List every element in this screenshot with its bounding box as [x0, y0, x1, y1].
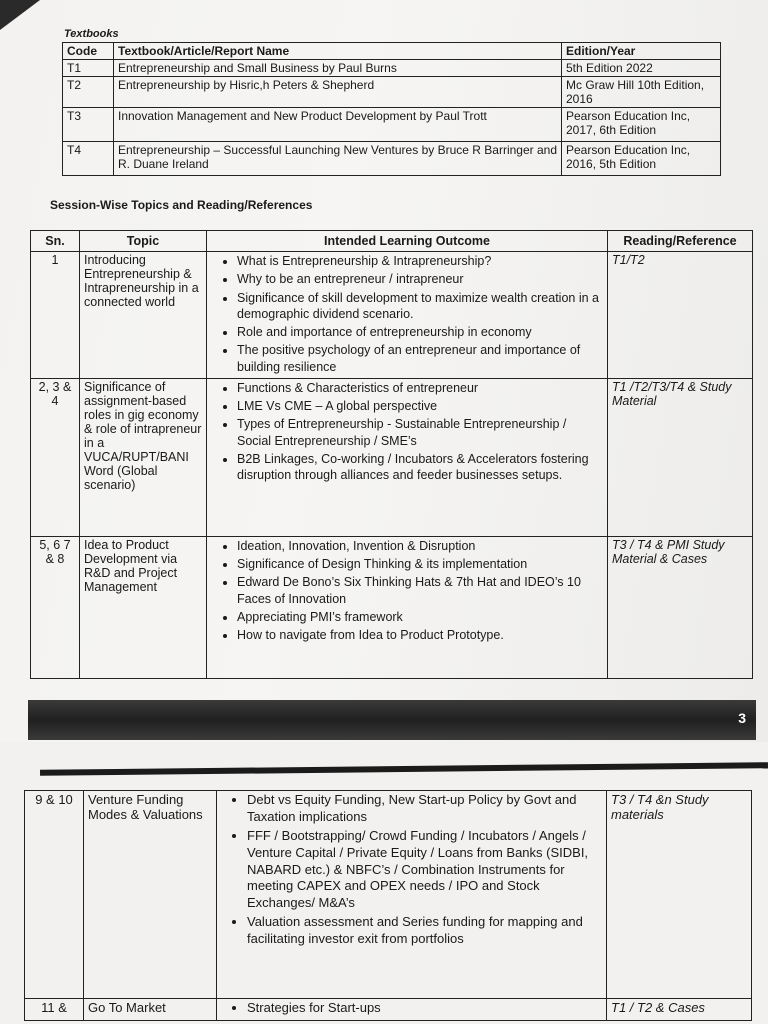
- list-item: • LME Vs CME – A global perspective: [237, 398, 603, 414]
- sn-cell: 9 & 10: [25, 791, 84, 999]
- outcome-list: [211, 253, 603, 375]
- table-row: [63, 142, 721, 176]
- ref-cell: T1 / T2 & Cases: [607, 999, 752, 1021]
- list-item: • Why to be an entrepreneur / intrapreneur: [237, 271, 603, 287]
- edition-cell: Pearson Education Inc, 2017, 6th Edition: [562, 108, 721, 142]
- page-top-rule: [40, 762, 768, 776]
- list-item: • Appreciating PMI’s framework: [237, 609, 603, 625]
- ref-cell: T1 /T2/T3/T4 & Study Material: [608, 378, 753, 536]
- topic-cell: Go To Market: [84, 999, 217, 1021]
- col-outcome-header: Intended Learning Outcome: [207, 231, 608, 252]
- ref-cell: T3 / T4 & PMI Study Material & Cases: [608, 536, 753, 678]
- page-number: 3: [738, 710, 746, 726]
- table-row: [25, 791, 752, 999]
- topic-cell: Venture Funding Modes & Valuations: [84, 791, 217, 999]
- list-item: • Ideation, Innovation, Invention & Disruption: [237, 538, 603, 554]
- edition-cell: 5th Edition 2022: [562, 60, 721, 77]
- list-item: • Functions & Characteristics of entrepreneur: [237, 380, 603, 396]
- code-cell: T3: [63, 108, 114, 142]
- edition-cell: Mc Graw Hill 10th Edition, 2016: [562, 77, 721, 108]
- list-item: • B2B Linkages, Co-working / Incubators & Accelerators fostering disruption through alliances and feeder businesses setups.: [237, 451, 603, 484]
- list-item: • Edward De Bono’s Six Thinking Hats & 7th Hat and IDEO’s 10 Faces of Innovation: [237, 574, 603, 607]
- code-cell: T2: [63, 77, 114, 108]
- outcome-list: [211, 538, 603, 644]
- list-item: • Debt vs Equity Funding, New Start-up Policy by Govt and Taxation implications: [247, 792, 602, 826]
- name-cell: Entrepreneurship – Successful Launching New Ventures by Bruce R Barringer and R. Duane Ireland: [114, 142, 562, 176]
- page-footer-bar: [28, 700, 756, 740]
- list-item: • Role and importance of entrepreneurship in economy: [237, 324, 603, 340]
- topic-cell: Introducing Entrepreneurship & Intrapreneurship in a connected world: [80, 252, 207, 379]
- sn-cell: 2, 3 & 4: [31, 378, 80, 536]
- name-cell: Innovation Management and New Product Development by Paul Trott: [114, 108, 562, 142]
- table-row: [31, 252, 753, 379]
- outcome-list: [211, 380, 603, 484]
- col-sn-header: Sn.: [31, 231, 80, 252]
- ref-cell: T1/T2: [608, 252, 753, 379]
- topic-cell: Significance of assignment-based roles in gig economy & role of intrapreneur in a VUCA/RUPT/BANI Word (Global scenario): [80, 378, 207, 536]
- page-corner-shadow: [0, 0, 40, 30]
- sn-cell: 5, 6 7 & 8: [31, 536, 80, 678]
- list-item: • Types of Entrepreneurship - Sustainable Entrepreneurship / Social Entrepreneurship / SME’s: [237, 416, 603, 449]
- textbooks-header-row: [63, 43, 721, 60]
- list-item: • What is Entrepreneurship & Intrapreneurship?: [237, 253, 603, 269]
- session-table: [30, 230, 753, 679]
- table-row: [31, 536, 753, 678]
- col-topic-header: Topic: [80, 231, 207, 252]
- list-item: • Strategies for Start-ups: [247, 1000, 602, 1017]
- outcome-list: [221, 1000, 602, 1017]
- outcome-cell: [207, 252, 608, 379]
- col-edition-header: Edition/Year: [562, 43, 721, 60]
- outcome-cell: [207, 378, 608, 536]
- list-item: • FFF / Bootstrapping/ Crowd Funding / Incubators / Angels / Venture Capital / Private Equity / Loans from Banks (SIDBI, NABARD etc.) & NBFC’s / Combination Instruments for meeting CAPEX and OPEX needs / IPO and Stock Exchanges/ M&A’s: [247, 828, 602, 912]
- outcome-cell: [217, 999, 607, 1021]
- outcome-cell: [217, 791, 607, 999]
- table-row: [63, 77, 721, 108]
- code-cell: T1: [63, 60, 114, 77]
- list-item: • Significance of skill development to maximize wealth creation in a demographic dividend scenario.: [237, 290, 603, 323]
- sn-cell: 1: [31, 252, 80, 379]
- table-row: [63, 60, 721, 77]
- topic-cell: Idea to Product Development via R&D and Project Management: [80, 536, 207, 678]
- sn-cell: 11 &: [25, 999, 84, 1021]
- list-item: • Significance of Design Thinking & its implementation: [237, 556, 603, 572]
- textbooks-table: [62, 42, 721, 176]
- edition-cell: Pearson Education Inc, 2016, 5th Edition: [562, 142, 721, 176]
- table-row: [25, 999, 752, 1021]
- code-cell: T4: [63, 142, 114, 176]
- col-ref-header: Reading/Reference: [608, 231, 753, 252]
- session-header-row: [31, 231, 753, 252]
- session-table-continued: [24, 790, 752, 1021]
- list-item: • How to navigate from Idea to Product Prototype.: [237, 627, 603, 643]
- list-item: • Valuation assessment and Series funding for mapping and facilitating investor exit from portfolios: [247, 914, 602, 948]
- col-name-header: Textbook/Article/Report Name: [114, 43, 562, 60]
- name-cell: Entrepreneurship and Small Business by Paul Burns: [114, 60, 562, 77]
- list-item: • The positive psychology of an entrepreneur and importance of building resilience: [237, 342, 603, 375]
- name-cell: Entrepreneurship by Hisric,h Peters & Shepherd: [114, 77, 562, 108]
- ref-cell: T3 / T4 &n Study materials: [607, 791, 752, 999]
- outcome-list: [221, 792, 602, 948]
- session-heading: Session-Wise Topics and Reading/References: [50, 198, 313, 212]
- table-row: [63, 108, 721, 142]
- textbooks-title: Textbooks: [64, 28, 119, 40]
- table-row: [31, 378, 753, 536]
- col-code-header: Code: [63, 43, 114, 60]
- outcome-cell: [207, 536, 608, 678]
